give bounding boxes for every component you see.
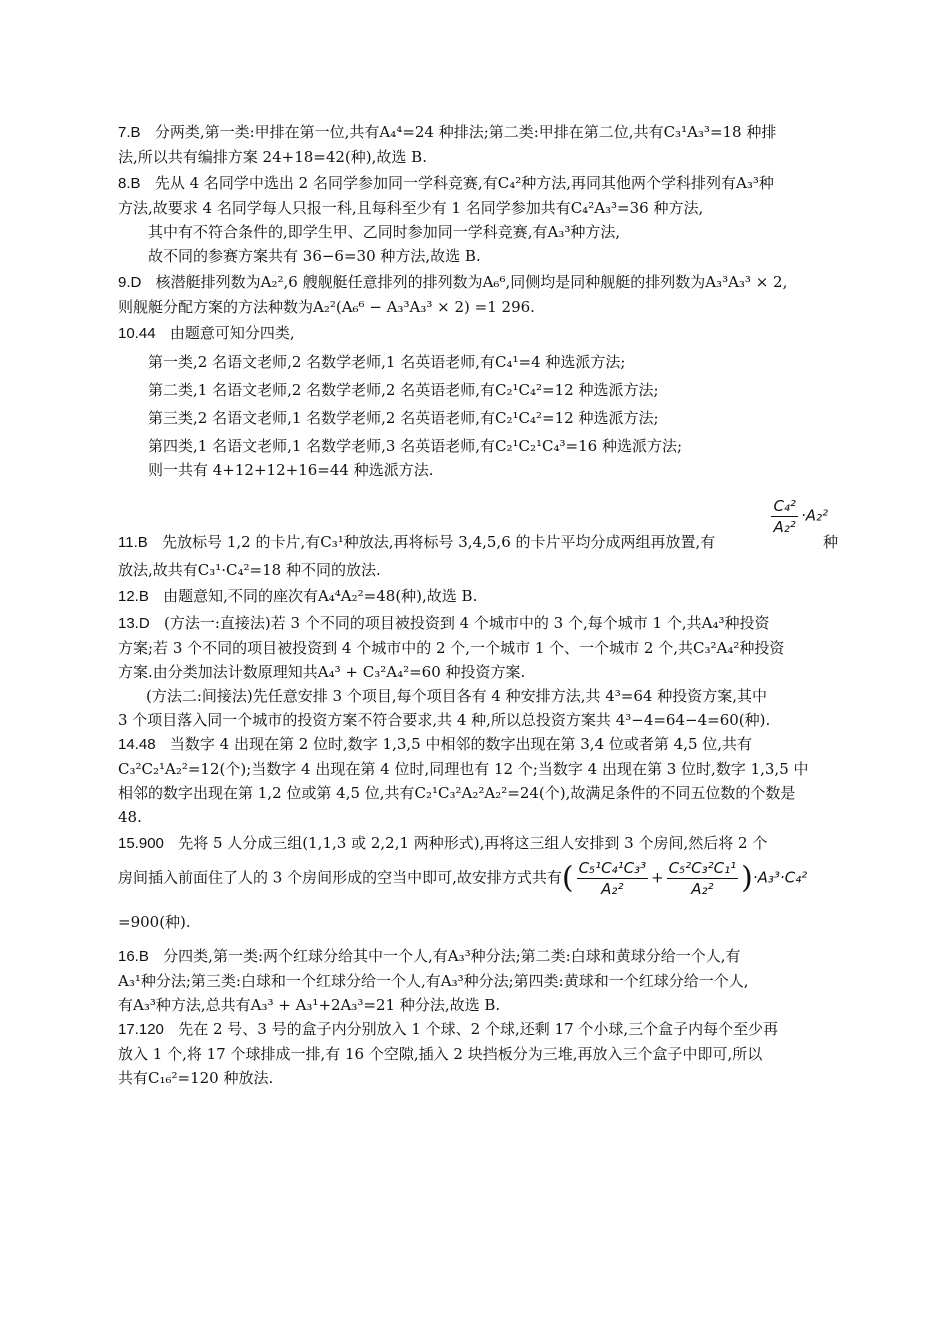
answer-10-line-5: 第四类,1 名语文老师,1 名数学老师,3 名英语老师,有C₂¹C₂¹C₄³=16 种选派方法; xyxy=(148,437,682,455)
answer-7-label: 7.B xyxy=(118,124,141,141)
answer-9-line-1 xyxy=(118,270,838,295)
answer-16-line-3: 有A₃³种方法,总共有A₃³ + A₃¹+2A₃³=21 种分法,故选 B. xyxy=(118,996,501,1014)
answer-15-plus: + xyxy=(651,868,664,887)
answer-9-text-1: 核潜艇排列数为A₂²,6 艘舰艇任意排列的排列数为A₆⁶,同侧均是同种舰艇的排列数为A₃³A₃³ × 2, xyxy=(155,273,788,291)
answer-7-line-2: 法,所以共有编排方案 24+18=42(种),故选 B. xyxy=(118,148,427,166)
answer-11-text-1b: 种 xyxy=(822,533,838,551)
answer-17-line-3: 共有C₁₆²=120 种放法. xyxy=(118,1069,274,1087)
answer-15-line-3: =900(种). xyxy=(118,913,191,931)
answer-11-frac-tail: ·A₂² xyxy=(800,506,828,525)
answer-8-line-3: 其中有不符合条件的,即学生甲、乙同时参加同一学科竞赛,有A₃³种方法, xyxy=(148,223,621,241)
answer-8-line-2: 方法,故要求 4 名同学每人只报一科,且每科至少有 1 名同学参加共有C₄²A₃³=36 种方法, xyxy=(118,199,704,217)
answer-17-line-1 xyxy=(118,1017,838,1042)
answer-17-label: 17.120 xyxy=(118,1021,164,1038)
answer-10-line-4: 第三类,2 名语文老师,1 名数学老师,2 名英语老师,有C₂¹C₄²=12 种选派方法; xyxy=(148,409,659,427)
answer-13-line-5: 3 个项目落入同一个城市的投资方案不符合要求,共 4 种,所以总投资方案共 4³−4=64−4=60(种). xyxy=(118,711,771,729)
answer-17-text-1: 先在 2 号、3 号的盒子内分别放入 1 个球、2 个球,还剩 17 个小球,三个盒子内每个至少再 xyxy=(178,1020,779,1038)
answer-11-label: 11.B xyxy=(118,534,148,551)
answer-15-line-1 xyxy=(118,831,838,856)
answer-11-block xyxy=(118,482,838,558)
answer-10-line-2: 第一类,2 名语文老师,2 名数学老师,1 名英语老师,有C₄¹=4 种选派方法; xyxy=(148,353,626,371)
answer-11-text-1: 先放标号 1,2 的卡片,有C₃¹种放法,再将标号 3,4,5,6 的卡片平均分成两组再放置,有 xyxy=(162,533,716,551)
answer-7-text-1: 分两类,第一类:甲排在第一位,共有A₄⁴=24 种排法;第二类:甲排在第二位,共有C₃¹A₃³=18 种排 xyxy=(154,123,777,141)
answer-11-frac-num: C₄² xyxy=(773,497,796,515)
answer-9-line-2: 则舰艇分配方案的方法种数为A₂²(A₆⁶ − A₃³A₃³ × 2) =1 296. xyxy=(118,298,535,316)
answer-16-label: 16.B xyxy=(118,948,149,965)
answer-12-label: 12.B xyxy=(118,588,149,605)
answer-13-text-1: (方法一:直接法)若 3 个不同的项目被投资到 4 个城市中的 3 个,每个城市 1 个,共A₄³种投资 xyxy=(164,614,770,632)
answer-14-line-3: 相邻的数字出现在第 1,2 位或第 4,5 位,共有C₂¹C₃²A₂²A₂²=24(个),故满足条件的不同五位数的个数是 xyxy=(118,784,796,802)
answer-10-line-3: 第二类,1 名语文老师,2 名数学老师,2 名英语老师,有C₂¹C₄²=12 种选派方法; xyxy=(148,381,659,399)
answer-11-line-1 xyxy=(118,530,808,555)
answer-15-line-2 xyxy=(118,858,838,910)
answer-8-label: 8.B xyxy=(118,175,141,192)
answer-8-line-4: 故不同的参赛方案共有 36−6=30 种方法,故选 B. xyxy=(148,247,481,265)
answer-14-line-4: 48. xyxy=(118,808,142,826)
answer-15-frac1-num: C₅¹C₄¹C₃³ xyxy=(578,859,647,877)
answer-14-text-1: 当数字 4 出现在第 2 位时,数字 1,3,5 中相邻的数字出现在第 3,4 位或者第 4,5 位,共有 xyxy=(169,735,753,753)
answer-15-frac2-num: C₅²C₃²C₁¹ xyxy=(668,859,737,877)
answer-15-tail: ·A₃³·C₄² xyxy=(752,868,808,887)
answer-13-line-4: (方法二:间接法)先任意安排 3 个项目,每个项目各有 4 种安排方法,共 4³=64 种投资方案,其中 xyxy=(146,687,767,705)
answer-8-line-1 xyxy=(118,171,838,196)
answer-10-text-1: 由题意可知分四类, xyxy=(169,324,295,342)
answer-10-line-1 xyxy=(118,321,838,346)
answer-14-line-2: C₃²C₂¹A₂²=12(个);当数字 4 出现在第 4 位时,同理也有 12 个;当数字 4 出现在第 3 位时,数字 1,3,5 中 xyxy=(118,760,809,778)
answer-15-frac2-den: A₂² xyxy=(691,880,714,898)
answer-17-line-2: 放入 1 个,将 17 个球排成一排,有 16 个空隙,插入 2 块挡板分为三堆,再放入三个盒子中即可,所以 xyxy=(118,1045,763,1063)
answer-10-line-6: 则一共有 4+12+12+16=44 种选派方法. xyxy=(148,461,434,479)
answer-13-line-1 xyxy=(118,611,838,636)
answer-14-label: 14.48 xyxy=(118,736,156,753)
answer-10-label: 10.44 xyxy=(118,325,156,342)
answer-15-frac1-den: A₂² xyxy=(601,880,624,898)
answer-15-left-paren: ( xyxy=(561,860,574,896)
answer-15-text-1: 先将 5 人分成三组(1,1,3 或 2,2,1 两种形式),再将这三组人安排到 3 个房间,然后将 2 个 xyxy=(178,834,768,852)
answer-13-line-2: 方案;若 3 个不同的项目被投资到 4 个城市中的 2 个,一个城市 1 个、一个城市 2 个,共C₃²A₄²种投资 xyxy=(118,639,785,657)
answer-11-line-2: 放法,故共有C₃¹·C₄²=18 种不同的放法. xyxy=(118,561,381,579)
answer-8-text-1: 先从 4 名同学中选出 2 名同学参加同一学科竞赛,有C₄²种方法,再同其他两个学科排列有A₃³种 xyxy=(154,174,774,192)
answer-document xyxy=(118,120,838,1090)
answer-16-text-1: 分四类,第一类:两个红球分给其中一个人,有A₃³种分法;第二类:白球和黄球分给一个人,有 xyxy=(163,947,741,965)
answer-13-line-3: 方案.由分类加法计数原理知共A₄³ + C₃²A₄²=60 种投资方案. xyxy=(118,663,526,681)
answer-16-line-1 xyxy=(118,944,838,969)
answer-15-label: 15.900 xyxy=(118,835,164,852)
answer-16-line-2: A₃¹种分法;第三类:白球和一个红球分给一个人,有A₃³种分法;第四类:黄球和一个红球分给一个人, xyxy=(118,972,749,990)
answer-12-text-1: 由题意知,不同的座次有A₄⁴A₂²=48(种),故选 B. xyxy=(163,587,478,605)
answer-13-label: 13.D xyxy=(118,615,150,632)
answer-15-right-paren: ) xyxy=(741,860,753,896)
answer-15-text-2: 房间插入前面住了人的 3 个房间形成的空当中即可,故安排方式共有 xyxy=(118,868,562,887)
answer-9-label: 9.D xyxy=(118,274,142,291)
answer-11-frac-den: A₂² xyxy=(773,518,796,536)
answer-14-line-1 xyxy=(118,732,838,757)
answer-7-line-1 xyxy=(118,120,838,145)
answer-12-line-1 xyxy=(118,584,838,609)
